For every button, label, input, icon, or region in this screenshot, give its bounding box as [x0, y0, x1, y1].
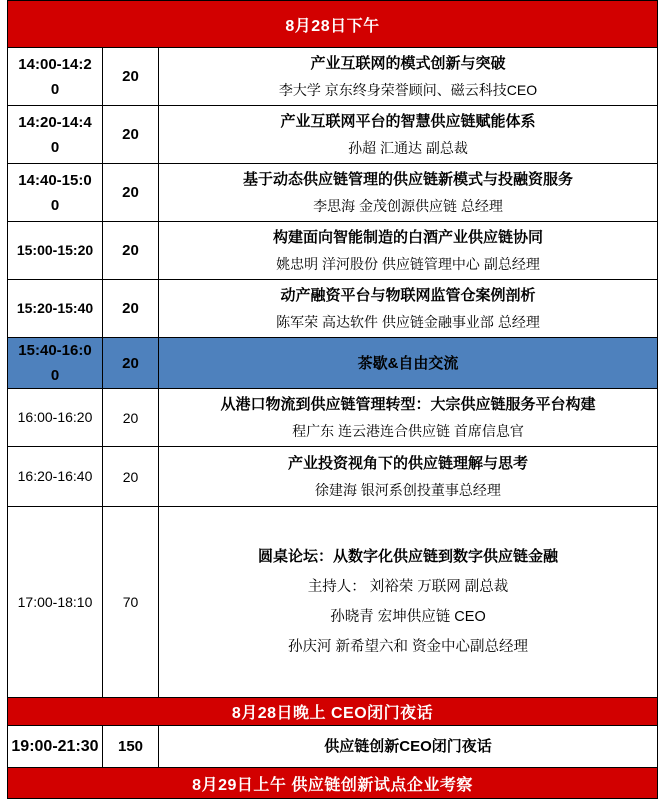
- time-cell: 17:00-18:10: [8, 507, 103, 698]
- conference-agenda-sheet: [7, 0, 657, 794]
- session-content-cell: [159, 222, 658, 280]
- session-content-cell: [159, 726, 658, 768]
- session-content-cell: [159, 447, 658, 507]
- duration-cell: 20: [103, 164, 159, 222]
- session-row: [8, 507, 658, 698]
- session-content-cell: [159, 48, 658, 106]
- time-cell: 19:00-21:30: [8, 726, 103, 768]
- session-content-cell: [159, 507, 658, 698]
- duration-cell: 150: [103, 726, 159, 768]
- session-speaker: 程广东 连云港连合供应链 首席信息官: [292, 423, 524, 439]
- session-row: [8, 726, 658, 768]
- session-content-cell: [159, 338, 658, 389]
- session-title: 构建面向智能制造的白酒产业供应链协同: [272, 229, 543, 246]
- time-cell: 14:20-14:40: [8, 106, 103, 164]
- duration-cell: 20: [103, 222, 159, 280]
- session-speaker: 孙庆河 新希望六和 资金中心副总经理: [287, 639, 529, 655]
- session-speaker: 姚忠明 洋河股份 供应链管理中心 副总经理: [276, 256, 540, 272]
- session-speaker: 孙超 汇通达 副总裁: [348, 140, 468, 156]
- section-banner: 8月29日上午 供应链创新试点企业考察: [8, 768, 658, 799]
- session-title: 动产融资平台与物联网监管仓案例剖析: [280, 287, 536, 304]
- duration-cell: 70: [103, 507, 159, 698]
- duration-cell: 20: [103, 106, 159, 164]
- session-speaker: 陈军荣 高达软件 供应链金融事业部 总经理: [276, 314, 540, 330]
- section-banner: 8月28日下午: [8, 1, 658, 48]
- duration-cell: 20: [103, 447, 159, 507]
- session-title: 圆桌论坛：从数字化供应链到数字供应链金融: [257, 548, 558, 565]
- time-cell: 15:20-15:40: [8, 280, 103, 338]
- session-content-cell: [159, 106, 658, 164]
- section-banner: 8月28日晚上 CEO闭门夜话: [8, 698, 658, 726]
- banner-row: [8, 698, 658, 726]
- banner-row: [8, 1, 658, 48]
- session-row: [8, 48, 658, 106]
- session-title: 茶歇&自由交流: [357, 354, 459, 372]
- time-cell: 15:40-16:00: [8, 338, 103, 389]
- session-title: 从港口物流到供应链管理转型：大宗供应链服务平台构建: [220, 396, 596, 413]
- session-content-cell: [159, 280, 658, 338]
- session-content-cell: [159, 389, 658, 447]
- session-row: [8, 447, 658, 507]
- session-row: [8, 389, 658, 447]
- time-cell: 15:00-15:20: [8, 222, 103, 280]
- session-title: 产业投资视角下的供应链理解与思考: [287, 455, 528, 472]
- duration-cell: 20: [103, 280, 159, 338]
- break-row: [8, 338, 658, 389]
- session-title: 产业互联网的模式创新与突破: [310, 55, 506, 72]
- time-cell: 16:20-16:40: [8, 447, 103, 507]
- session-row: [8, 164, 658, 222]
- session-speaker: 李大学 京东终身荣誉顾问、磁云科技CEO: [278, 82, 538, 98]
- session-row: [8, 222, 658, 280]
- session-row: [8, 280, 658, 338]
- session-speaker: 徐建海 银河系创投董事总经理: [315, 482, 501, 498]
- time-cell: 14:40-15:00: [8, 164, 103, 222]
- banner-row: [8, 768, 658, 799]
- duration-cell: 20: [103, 338, 159, 389]
- session-title: 基于动态供应链管理的供应链新模式与投融资服务: [242, 171, 573, 188]
- time-cell: 14:00-14:20: [8, 48, 103, 106]
- duration-cell: 20: [103, 48, 159, 106]
- duration-cell: 20: [103, 389, 159, 447]
- session-speaker: 孙晓青 宏坤供应链 CEO: [330, 609, 486, 625]
- session-title: 产业互联网平台的智慧供应链赋能体系: [280, 113, 536, 130]
- session-row: [8, 106, 658, 164]
- session-title: 供应链创新CEO闭门夜话: [324, 738, 492, 755]
- session-content-cell: [159, 164, 658, 222]
- agenda-table: [7, 0, 658, 799]
- session-speaker: 主持人： 刘裕荣 万联网 副总裁: [307, 579, 509, 595]
- time-cell: 16:00-16:20: [8, 389, 103, 447]
- session-speaker: 李思海 金茂创源供应链 总经理: [313, 198, 503, 214]
